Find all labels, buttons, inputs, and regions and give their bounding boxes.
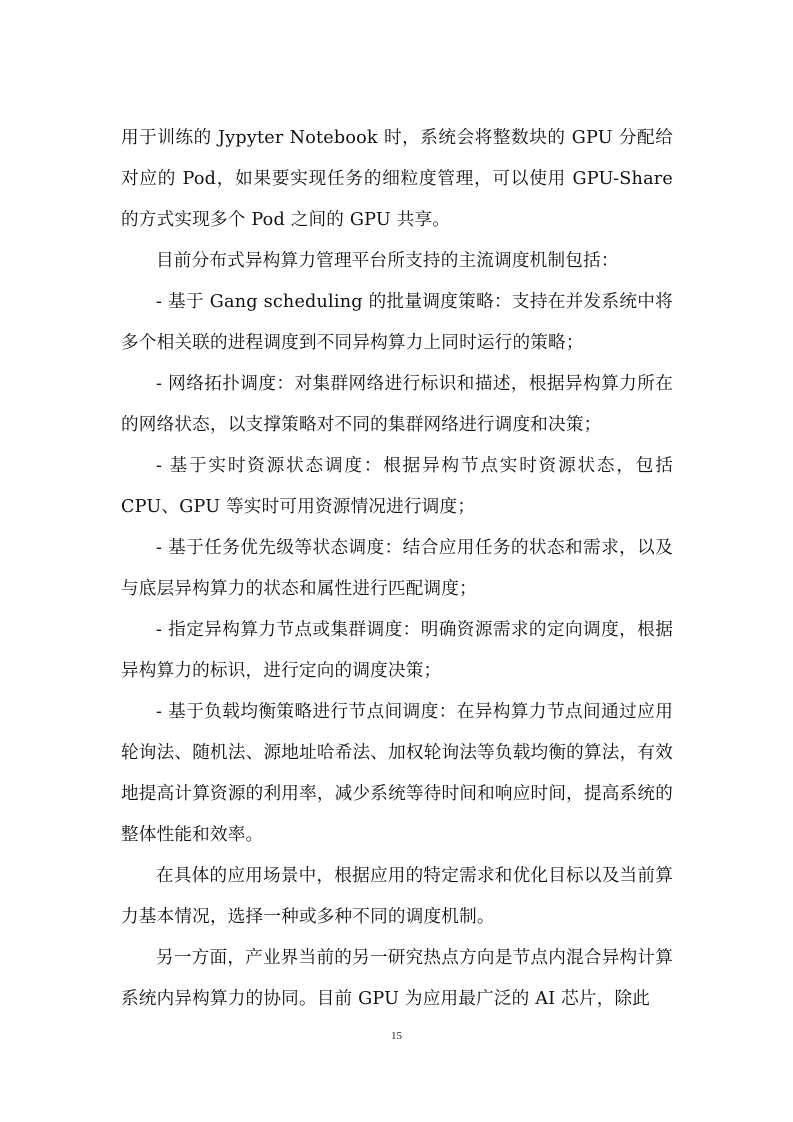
paragraph-9: 在具体的应用场景中，根据应用的特定需求和优化目标以及当前算力基本情况，选择一种或多种不同的调度机制。 — [121, 866, 673, 927]
paragraph-2: 目前分布式异构算力管理平台所支持的主流调度机制包括： — [156, 251, 619, 271]
paragraph-10: 另一方面，产业界当前的另一研究热点方向是节点内混合异构计算系统内异构算力的协同。目前 GPU 为应用最广泛的 AI 芯片，除此 — [121, 948, 673, 1009]
paragraph-7: - 指定异构算力节点或集群调度：明确资源需求的定向调度，根据异构算力的标识，进行定向的调度决策； — [121, 620, 673, 681]
paragraph-3: - 基于 Gang scheduling 的批量调度策略：支持在并发系统中将多个相关联的进程调度到不同异构算力上同时运行的策略； — [121, 292, 673, 353]
paragraph-6: - 基于任务优先级等状态调度：结合应用任务的状态和需求，以及与底层异构算力的状态和属性进行匹配调度； — [121, 538, 673, 599]
paragraph-1: 用于训练的 Jypyter Notebook 时，系统会将整数块的 GPU 分配给对应的 Pod，如果要实现任务的细粒度管理，可以使用 GPU-Share 的方式实现多个 Pod 之间的 GPU 共享。 — [121, 128, 673, 230]
page-body — [121, 118, 673, 1020]
paragraph-5: - 基于实时资源状态调度：根据异构节点实时资源状态，包括 CPU、GPU 等实时可用资源情况进行调度； — [121, 456, 673, 517]
page-number: 15 — [391, 1030, 402, 1042]
paragraph-8: - 基于负载均衡策略进行节点间调度：在异构算力节点间通过应用轮询法、随机法、源地址哈希法、加权轮询法等负载均衡的算法，有效地提高计算资源的利用率，减少系统等待时间和响应时间，提高系统的整体性能和效率。 — [121, 702, 673, 845]
paragraph-4: - 网络拓扑调度：对集群网络进行标识和描述，根据异构算力所在的网络状态，以支撑策略对不同的集群网络进行调度和决策； — [121, 374, 673, 435]
